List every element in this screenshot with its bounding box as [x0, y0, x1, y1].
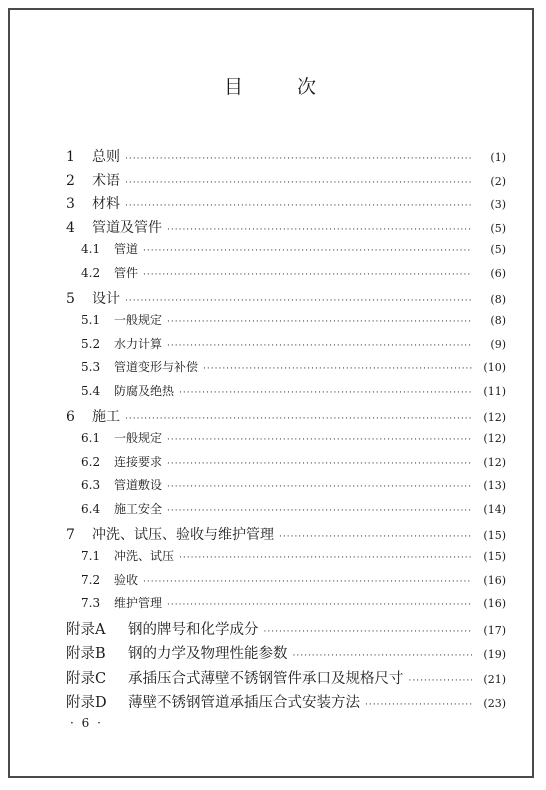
toc-entry-label: 管道及管件: [92, 219, 162, 236]
page-number: · 6 ·: [70, 716, 103, 730]
toc-entry-number: 6.1: [81, 431, 101, 446]
toc-entry-page: (16): [483, 573, 506, 587]
toc-entry[interactable]: [66, 500, 506, 524]
toc-entry[interactable]: [66, 524, 506, 548]
toc-entry-label: 钢的力学及物理性能参数: [128, 646, 288, 663]
toc-entry-label: 设计: [92, 290, 120, 307]
toc-entry-number: 5.3: [81, 360, 101, 375]
toc-entry-number: 4: [66, 219, 75, 236]
toc-entry-label: 维护管理: [114, 596, 163, 611]
dot-leader: [165, 482, 472, 492]
toc-entry-number: 6.3: [81, 478, 101, 493]
dot-leader: [165, 459, 472, 469]
toc-entry[interactable]: [66, 429, 506, 453]
toc-entry-number: 7.2: [81, 572, 101, 587]
dot-leader: [123, 154, 472, 164]
toc-entry[interactable]: [66, 547, 506, 571]
toc-entry-label: 总则: [92, 149, 120, 165]
toc-entry[interactable]: [66, 406, 506, 430]
toc-entry-page: (21): [483, 672, 506, 686]
toc-entry[interactable]: [66, 264, 506, 288]
toc-entry-page: (11): [483, 384, 506, 398]
toc-entry-label: 施工: [92, 408, 120, 425]
toc-entry-number: 5.1: [81, 313, 101, 328]
toc-entry-number: 5: [66, 290, 75, 307]
toc-entry[interactable]: [66, 358, 506, 382]
dot-leader: [277, 532, 472, 542]
dot-leader: [165, 600, 472, 610]
toc-entry-page: (12): [483, 455, 506, 469]
toc-entry-label: 管道敷设: [114, 478, 163, 493]
toc-entry[interactable]: [66, 217, 506, 241]
toc-entry-page: (3): [490, 198, 506, 212]
toc-entry[interactable]: [66, 170, 506, 194]
toc-entry-page: (15): [483, 550, 506, 564]
toc-entry-label: 管道变形与补偿: [114, 360, 199, 375]
toc-entry[interactable]: [66, 335, 506, 359]
toc-entry-page: (6): [490, 266, 506, 280]
toc-entry-page: (19): [483, 648, 506, 662]
toc-entry-page: (12): [483, 432, 506, 446]
toc-entry-number: 7.1: [81, 549, 101, 564]
toc-entry[interactable]: [66, 453, 506, 477]
toc-entry[interactable]: [66, 311, 506, 335]
toc-entry-page: (13): [483, 479, 506, 493]
toc-entry[interactable]: [66, 642, 506, 667]
dot-leader: [123, 296, 472, 306]
toc-entry-label: 一般规定: [114, 431, 163, 446]
toc-entry-page: (2): [490, 174, 506, 188]
toc-entry[interactable]: [66, 667, 506, 692]
toc-entry-page: (16): [483, 597, 506, 611]
title-char-1: 目: [223, 76, 245, 98]
toc-entry-number: 6.4: [81, 501, 101, 516]
toc-entry-number: 3: [66, 196, 75, 213]
toc-entry-page: (5): [490, 243, 506, 257]
toc-entry-label: 一般规定: [114, 313, 163, 328]
dot-leader: [201, 364, 472, 374]
toc-entry-page: (10): [483, 361, 506, 375]
dot-leader: [165, 506, 472, 516]
toc-entry[interactable]: [66, 382, 506, 406]
toc-entry-number: 附录C: [66, 670, 107, 687]
toc-entry-number: 7: [66, 526, 75, 543]
toc-entry-page: (14): [483, 502, 506, 516]
toc-entry-number: 6.2: [81, 454, 101, 469]
table-of-contents: [66, 146, 506, 716]
toc-entry-label: 钢的牌号和化学成分: [128, 621, 259, 638]
toc-entry[interactable]: [66, 146, 506, 170]
page-frame: [8, 8, 534, 778]
dot-leader: [177, 388, 472, 398]
dot-leader: [123, 178, 472, 188]
toc-entry[interactable]: [66, 476, 506, 500]
toc-entry-page: (1): [490, 151, 506, 164]
toc-entry-page: (23): [483, 697, 506, 711]
toc-entry-page: (8): [490, 292, 506, 306]
toc-entry-page: (5): [490, 221, 506, 235]
toc-entry-label: 承插压合式薄壁不锈钢管件承口及规格尺寸: [128, 670, 404, 687]
toc-entry-number: 6: [66, 408, 75, 425]
toc-entry-page: (9): [490, 337, 506, 351]
toc-entry[interactable]: [66, 618, 506, 643]
toc-entry-label: 管件: [114, 265, 139, 280]
dot-leader: [123, 201, 472, 211]
toc-entry[interactable]: [66, 288, 506, 312]
toc-entry-number: 1: [66, 149, 75, 165]
toc-entry-number: 7.3: [81, 596, 101, 611]
dot-leader: [141, 270, 472, 280]
toc-entry[interactable]: [66, 240, 506, 264]
dot-leader: [165, 341, 472, 351]
toc-entry-number: 附录B: [66, 646, 106, 663]
toc-entry-number: 5.4: [81, 383, 101, 398]
dot-leader: [165, 317, 472, 327]
toc-entry-page: (12): [483, 410, 506, 424]
toc-entry-label: 冲洗、试压: [114, 549, 175, 564]
dot-leader: [165, 435, 472, 445]
dot-leader: [262, 627, 473, 637]
toc-entry-number: 5.2: [81, 336, 101, 351]
dot-leader: [407, 676, 473, 686]
toc-entry-number: 附录A: [66, 621, 106, 638]
toc-entry[interactable]: [66, 193, 506, 217]
toc-entry-label: 术语: [92, 172, 120, 189]
toc-entry-label: 冲洗、试压、验收与维护管理: [92, 526, 274, 543]
toc-entry-label: 水力计算: [114, 336, 163, 351]
dot-leader: [177, 553, 472, 563]
toc-entry-label: 材料: [92, 196, 120, 213]
dot-leader: [141, 246, 472, 256]
dot-leader: [165, 225, 472, 235]
toc-entry-label: 施工安全: [114, 501, 163, 516]
dot-leader: [291, 651, 473, 661]
toc-entry-page: (17): [483, 623, 506, 637]
toc-entry-label: 防腐及绝热: [114, 383, 175, 398]
title-char-2: 次: [297, 76, 319, 98]
toc-entry-number: 附录D: [66, 695, 107, 712]
dot-leader: [363, 700, 472, 710]
toc-entry-number: 4.1: [81, 242, 101, 257]
toc-entry-page: (8): [490, 314, 506, 328]
toc-entry-page: (15): [483, 528, 506, 542]
dot-leader: [123, 414, 472, 424]
toc-entry-label: 验收: [114, 572, 139, 587]
toc-entry[interactable]: [66, 691, 506, 716]
dot-leader: [141, 577, 472, 587]
toc-entry[interactable]: [66, 594, 506, 618]
toc-entry-label: 管道: [114, 242, 139, 257]
toc-entry-label: 薄壁不锈钢管道承插压合式安装方法: [128, 695, 360, 712]
toc-entry[interactable]: [66, 571, 506, 595]
toc-entry-number: 4.2: [81, 265, 101, 280]
toc-entry-label: 连接要求: [114, 454, 163, 469]
toc-entry-number: 2: [66, 172, 75, 189]
page-title: [10, 72, 532, 99]
